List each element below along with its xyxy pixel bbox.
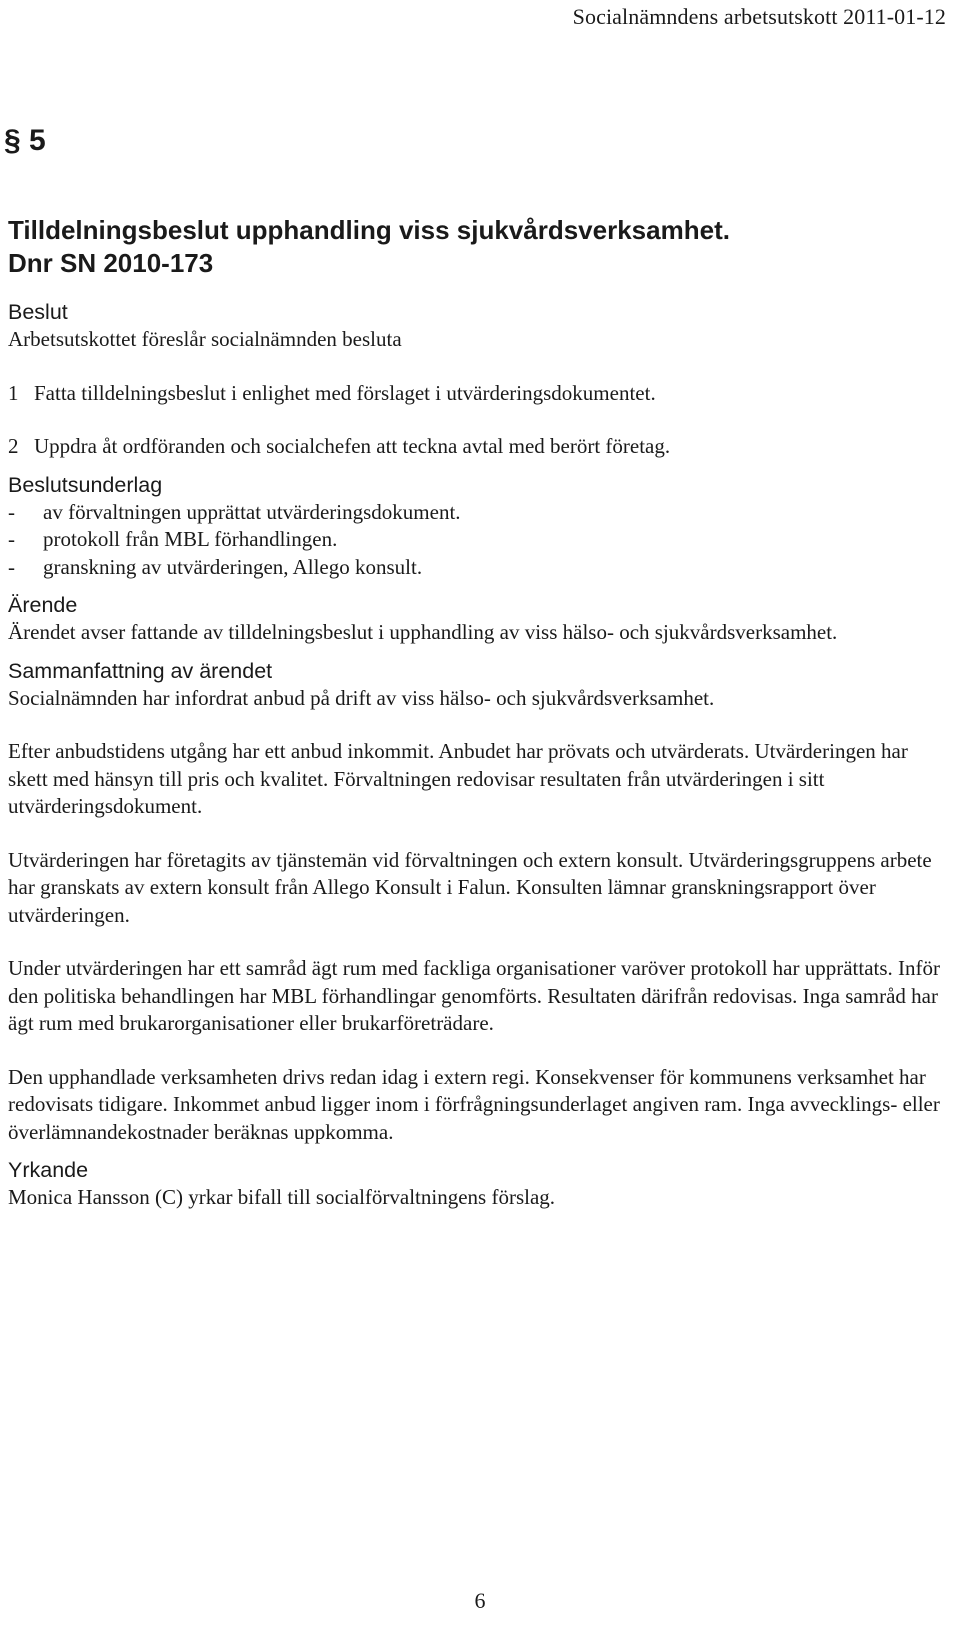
list-dash: - [8,499,15,524]
list-item-text: granskning av utvärderingen, Allego konsult. [43,554,423,579]
section-mark: § 5 [4,124,46,157]
running-header: Socialnämndens arbetsutskott 2011-01-12 [572,4,946,29]
heading-beslut: Beslut [8,300,68,324]
list-item [8,499,948,527]
list-dash: - [8,527,15,551]
heading-yrkande: Yrkande [8,1158,89,1182]
arende-text: Ärendet avser fattande av tilldelningsbeslut i upphandling av viss hälso- och sjukvårdsverksamhet. [8,620,838,644]
section-yrkande [8,1156,948,1212]
document-title [8,214,948,280]
heading-beslutsunderlag: Beslutsunderlag [8,472,163,497]
paragraph: Under utvärderingen har ett samråd ägt rum med fackliga organisationer varöver protokoll har upprättats. Inför den politiska behandlingen har MBL förhandlingar genomförts. Resultaten därifrån redovisas. Inga samråd har ägt rum med brukarorganisationer eller brukarföreträdare. [8,956,941,1035]
section-beslutsunderlag [8,471,948,582]
document-body [8,214,948,1212]
section-beslut [8,298,948,461]
paragraph: Den upphandlade verksamheten drivs redan idag i extern regi. Konsekvenser för kommunens verksamhet har redovisats tidigare. Inkommet anbud ligger inom i förfrågningsunderlaget angiven ram. Inga avvecklings- eller överlämnandekostnader beräknas uppkomma. [8,1064,940,1144]
list-item [8,526,948,554]
yrkande-text: Monica Hansson (C) yrkar bifall till socialförvaltningens förslag. [8,1185,556,1209]
list-item-text: av förvaltningen upprättat utvärderingsdokument. [43,499,461,524]
page-number: 6 [474,1588,486,1613]
decision-number: 2 [8,434,19,458]
decision-number: 1 [8,380,19,405]
heading-arende: Ärende [8,593,78,617]
section-sammanfattning [8,657,948,1147]
list-item-text: protokoll från MBL förhandlingen. [43,527,338,551]
beslut-intro: Arbetsutskottet föreslår socialnämnden besluta [8,327,402,351]
decision-item [8,380,948,408]
list-dash: - [8,554,15,579]
list-item [8,554,948,582]
section-arende [8,591,948,647]
title-line-1: Tilldelningsbeslut upphandling viss sjukvårdsverksamhet. [8,215,730,245]
paragraph: Utvärderingen har företagits av tjänstemän vid förvaltningen och extern konsult. Utvärderingsgruppens arbete har granskats av extern konsult från Allego Konsult i Falun. Konsulten lämnar granskningsrapport över utvärderingen. [8,847,932,927]
decision-item [8,433,948,461]
decision-text: Fatta tilldelningsbeslut i enlighet med förslaget i utvärderingsdokumentet. [34,380,656,405]
decision-text: Uppdra åt ordföranden och socialchefen att teckna avtal med berört företag. [34,434,671,458]
heading-sammanfattning: Sammanfattning av ärendet [8,658,273,683]
paragraph: Socialnämnden har infordrat anbud på drift av viss hälso- och sjukvårdsverksamhet. [8,685,715,710]
title-line-2: Dnr SN 2010-173 [8,248,214,278]
paragraph: Efter anbudstidens utgång har ett anbud inkommit. Anbudet har prövats och utvärderats. Utvärderingen har skett med hänsyn till pris och kvalitet. Förvaltningen redovisar resultaten från utvärderingen i sitt utvärderingsdokument. [8,739,908,818]
